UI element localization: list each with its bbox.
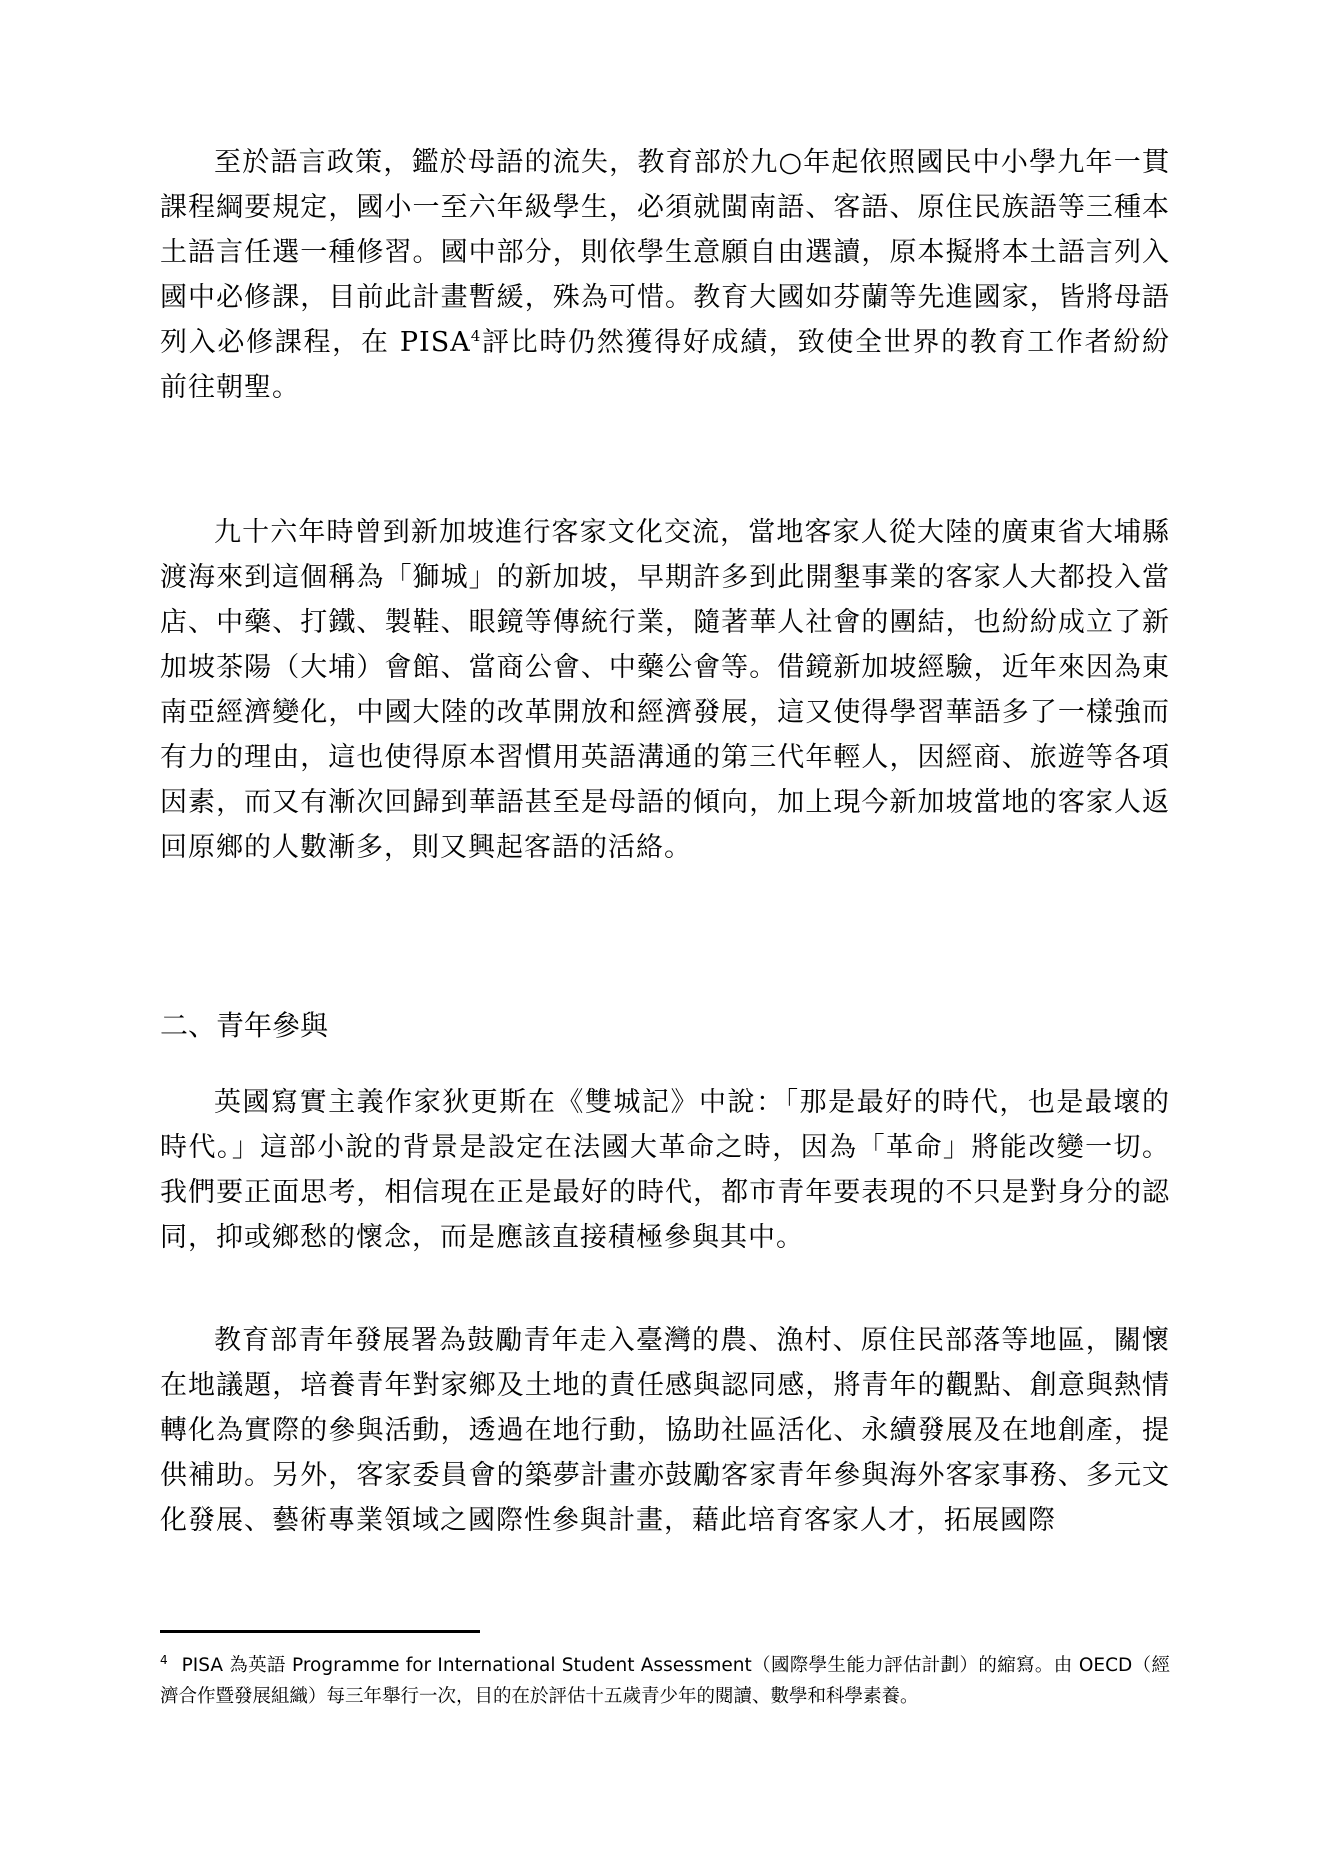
footnote-number: 4 [160, 1652, 168, 1667]
paragraph-dickens-quote: 英國寫實主義作家狄更斯在《雙城記》中說：「那是最好的時代，也是最壞的時代。」這部小說的背景是設定在法國大革命之時，因為「革命」將能改變一切。我們要正面思考，相信現在正是最好的時代，都市青年要表現的不只是對身分的認同，抑或鄉愁的懷念，而是應該直接積極參與其中。 [160, 1087, 1170, 1253]
paragraph-language-policy [160, 140, 1170, 410]
footnote-separator [160, 1630, 480, 1633]
paragraph-singapore-exchange: 九十六年時曾到新加坡進行客家文化交流，當地客家人從大陸的廣東省大埔縣渡海來到這個稱為「獅城」的新加坡，早期許多到此開墾事業的客家人大都投入當店、中藥、打鐵、製鞋、眼鏡等傳統行業，隨著華人社會的團結，也紛紛成立了新加坡茶陽（大埔）會館、當商公會、中藥公會等。借鏡新加坡經驗，近年來因為東南亞經濟變化，中國大陸的改革開放和經濟發展，這又使得學習華語多了一樣強而有力的理由，這也使得原本習慣用英語溝通的第三代年輕人，因經商、旅遊等各項因素，而又有漸次回歸到華語甚至是母語的傾向，加上現今新加坡當地的客家人返回原鄉的人數漸多，則又興起客語的活絡。 [160, 517, 1170, 863]
section-heading: 二、青年參與 [160, 1009, 329, 1042]
footnote [160, 1650, 1170, 1712]
paragraph-text: 至於語言政策，鑑於母語的流失，教育部於九○年起依照國民中小學九年一貫課程綱要規定，國小一至六年級學生，必須就閩南語、客語、原住民族語等三種本土語言任選一種修習。國中部分，則依學生意願自由選讀，原本擬將本土語言列入國中必修課，目前此計畫暫緩，殊為可惜。教育大國如芬蘭等先進國家，皆將母語列入必修課程，在 PISA [160, 147, 1170, 358]
paragraph-youth-development: 教育部青年發展署為鼓勵青年走入臺灣的農、漁村、原住民部落等地區，關懷在地議題，培養青年對家鄉及土地的責任感與認同感，將青年的觀點、創意與熱情轉化為實際的參與活動，透過在地行動，協助社區活化、永續發展及在地創產，提供補助。另外，客家委員會的築夢計畫亦鼓勵客家青年參與海外客家事務、多元文化發展、藝術專業領域之國際性參與計畫，藉此培育客家人才，拓展國際 [160, 1325, 1170, 1536]
paragraph-text: 評比時仍然獲得好成績，致使全世界的教育工作者紛紛前往朝聖。 [160, 327, 1170, 403]
footnote-reference[interactable]: 4 [470, 327, 482, 345]
footnote-text: PISA 為英語 Programme for International Student Assessment（國際學生能力評估計劃）的縮寫。由 OECD（經濟合作暨發展組織）每三年舉行一次，目的在於評估十五歲青少年的閱讀、數學和科學素養。 [160, 1655, 1170, 1707]
